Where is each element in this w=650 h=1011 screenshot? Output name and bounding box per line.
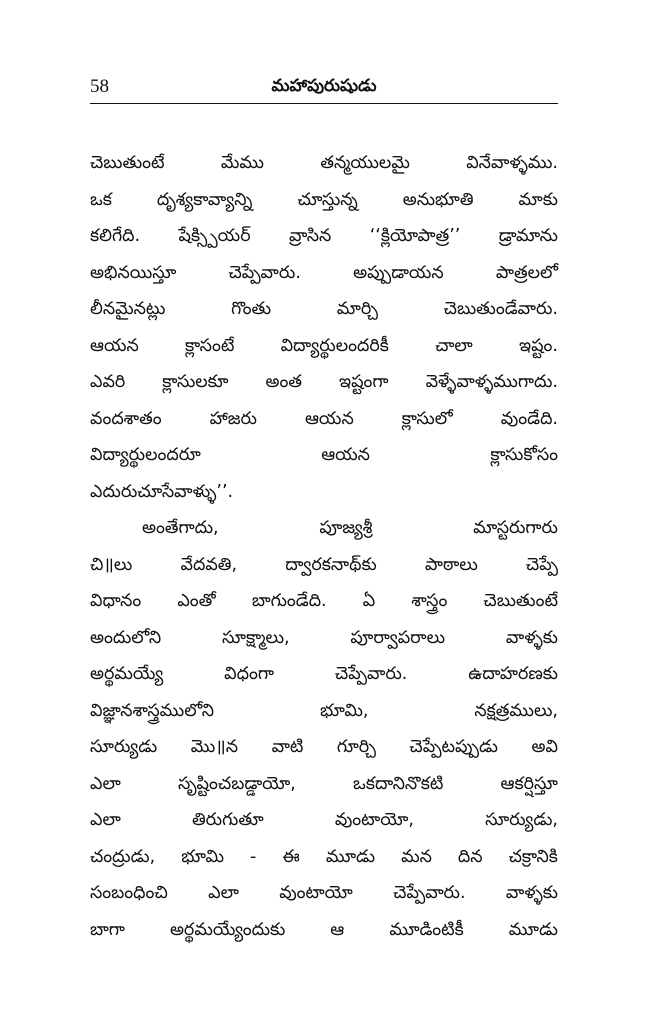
word: దిన bbox=[457, 846, 483, 867]
word: అర్థమయ్యేందుకు bbox=[169, 919, 286, 940]
text-line bbox=[90, 656, 558, 693]
word: అప్పుడాయన bbox=[353, 262, 444, 283]
word: వుండేది. bbox=[500, 408, 558, 429]
word: ఒక bbox=[90, 189, 112, 210]
word: చెప్పేవారు. bbox=[334, 664, 408, 684]
word: కలిగేది. bbox=[90, 226, 141, 246]
word: వాళ్ళకు bbox=[505, 627, 558, 648]
word: వాళ్ళకు bbox=[505, 883, 558, 903]
word: ద్వారకనాథ్‌కు bbox=[285, 554, 377, 575]
word: బాగా bbox=[90, 919, 125, 940]
text-line bbox=[90, 218, 558, 255]
word: ఏ bbox=[362, 591, 376, 611]
word: తిరుగుతూ bbox=[191, 810, 264, 830]
word: చూస్తున్న bbox=[297, 189, 358, 210]
word: ఆయన bbox=[321, 445, 370, 465]
word: డ్రామాను bbox=[498, 226, 558, 246]
word: ఎంతో bbox=[177, 591, 216, 611]
word: పాత్రలలో bbox=[495, 262, 558, 283]
word: నక్షత్రములు, bbox=[474, 700, 558, 721]
word: విజ్ఞానశాస్త్రములోని bbox=[90, 700, 215, 721]
word: చెప్పే bbox=[525, 554, 558, 575]
word: మాకు bbox=[518, 189, 558, 210]
word: షేక్స్పియర్ bbox=[178, 226, 251, 246]
word: తన్మయులమై bbox=[320, 153, 410, 173]
text-line bbox=[90, 437, 558, 474]
word: శాస్త్రం bbox=[411, 591, 448, 611]
word: మొ॥న bbox=[190, 737, 239, 757]
word: సూర్యుడు, bbox=[485, 810, 558, 830]
word: మాస్టరుగారు bbox=[473, 518, 558, 538]
word: క్లాసులకూ bbox=[162, 372, 229, 392]
word: విద్యార్థులందరూ bbox=[90, 445, 201, 465]
word: అనుభూతి bbox=[402, 189, 474, 210]
word: క్లాసంటే bbox=[185, 335, 235, 356]
word: వందశాతం bbox=[90, 408, 162, 429]
word: వుంటాయో, bbox=[334, 810, 414, 830]
word: విధంగా bbox=[224, 664, 274, 684]
word: ఇష్టంగా bbox=[339, 372, 389, 392]
word: అర్థమయ్యే bbox=[90, 664, 164, 684]
word: మూడింటికీ bbox=[389, 919, 464, 940]
word: ఎలా bbox=[208, 883, 239, 903]
word: చాలా bbox=[435, 335, 473, 356]
word: మన bbox=[401, 846, 432, 867]
word: వినేవాళ్ళము. bbox=[466, 153, 558, 173]
word: భూమి, bbox=[320, 700, 369, 721]
header-rule bbox=[90, 103, 558, 104]
word: క్లాసుకోసం bbox=[490, 445, 558, 465]
text-line bbox=[90, 729, 558, 766]
running-title: మహాపురుషుడు bbox=[271, 76, 377, 96]
word: మార్చి bbox=[336, 299, 379, 319]
word: గొంతు bbox=[231, 299, 272, 319]
word: దృశ్యకావ్యాన్ని bbox=[156, 189, 253, 210]
text-line bbox=[90, 693, 558, 730]
word: చంద్రుడు, bbox=[90, 846, 156, 867]
text-line bbox=[90, 547, 558, 584]
word: చెబుతుండేవారు. bbox=[443, 299, 558, 319]
word: ఆకర్షిస్తూ bbox=[500, 773, 558, 794]
word: ఆయన bbox=[304, 408, 354, 429]
word: మూడు bbox=[508, 919, 558, 940]
word: ఎవరి bbox=[90, 372, 126, 392]
word: సంబంధించి bbox=[90, 883, 168, 903]
word: విద్యార్థులందరికీ bbox=[280, 335, 389, 356]
text-line bbox=[90, 510, 558, 547]
word: ఎలా bbox=[90, 810, 121, 830]
word: సృష్టించబడ్డాయో, bbox=[177, 773, 296, 794]
word: మూడు bbox=[325, 846, 376, 867]
word: అంతేగాదు, bbox=[142, 518, 219, 538]
word: క్లాసులో bbox=[401, 408, 453, 429]
text-line bbox=[90, 802, 558, 839]
word: అవి bbox=[531, 737, 558, 757]
word: పూజ్యశ్రీ bbox=[319, 518, 373, 538]
word: ఈ bbox=[282, 846, 300, 867]
word: చెబుతుంటే bbox=[483, 591, 558, 611]
word: ఆ bbox=[330, 919, 345, 940]
page-header bbox=[90, 72, 558, 104]
word: బాగుండేది. bbox=[251, 591, 327, 611]
word: - bbox=[250, 846, 257, 867]
word: ఇష్టం. bbox=[519, 335, 558, 356]
word: చెప్పేటప్పుడు bbox=[409, 737, 498, 757]
word: పాఠాలు bbox=[424, 554, 478, 575]
word: అందులోని bbox=[90, 627, 162, 648]
word: ఎదురుచూసేవాళ్ళు’’. bbox=[90, 481, 234, 502]
text-line bbox=[90, 401, 558, 438]
text-line bbox=[90, 291, 558, 328]
word: మేము bbox=[220, 153, 264, 173]
word: అంత bbox=[265, 372, 302, 392]
text-line bbox=[90, 145, 558, 182]
text-line bbox=[90, 766, 558, 803]
text-line bbox=[90, 875, 558, 912]
text-line bbox=[90, 328, 558, 365]
word: చక్రానికి bbox=[508, 846, 558, 867]
word: లీనమైనట్లు bbox=[90, 299, 166, 319]
word: వెళ్ళేవాళ్ళముగాదు. bbox=[425, 372, 558, 392]
text-line bbox=[90, 182, 558, 219]
word: హాజరు bbox=[209, 408, 257, 429]
word: చెప్పేవారు. bbox=[393, 883, 466, 903]
text-line bbox=[90, 912, 558, 949]
word: వేదవతి, bbox=[180, 554, 238, 575]
text-line bbox=[90, 620, 558, 657]
word: భూమి bbox=[181, 846, 224, 867]
word: చెప్పేవారు. bbox=[228, 262, 301, 283]
word: వ్రాసిన bbox=[288, 226, 332, 246]
word: విధానం bbox=[90, 591, 142, 611]
word: చెబుతుంటే bbox=[90, 153, 165, 173]
text-line bbox=[90, 255, 558, 292]
word: ఆయన bbox=[90, 335, 139, 356]
word: ఒకదానినొకటి bbox=[353, 773, 444, 794]
word: గూర్చి bbox=[336, 737, 376, 757]
word: వాటి bbox=[271, 737, 304, 757]
word: సూర్యుడు bbox=[90, 737, 158, 757]
word: సూక్ష్మాలు, bbox=[221, 627, 290, 648]
word: పూర్వాపరాలు bbox=[350, 627, 446, 648]
word: వుంటాయో bbox=[279, 883, 353, 903]
page-number: 58 bbox=[90, 76, 109, 97]
text-line bbox=[90, 474, 558, 511]
body-text bbox=[90, 145, 558, 948]
word: చి॥లు bbox=[90, 554, 133, 575]
word: ‘‘క్లియోపాత్ర’’ bbox=[369, 226, 461, 246]
text-line bbox=[90, 364, 558, 401]
text-line bbox=[90, 839, 558, 876]
word: అభినయిస్తూ bbox=[90, 262, 177, 283]
word: ఎలా bbox=[90, 773, 121, 794]
word: ఉదాహరణకు bbox=[468, 664, 558, 684]
text-line bbox=[90, 583, 558, 620]
